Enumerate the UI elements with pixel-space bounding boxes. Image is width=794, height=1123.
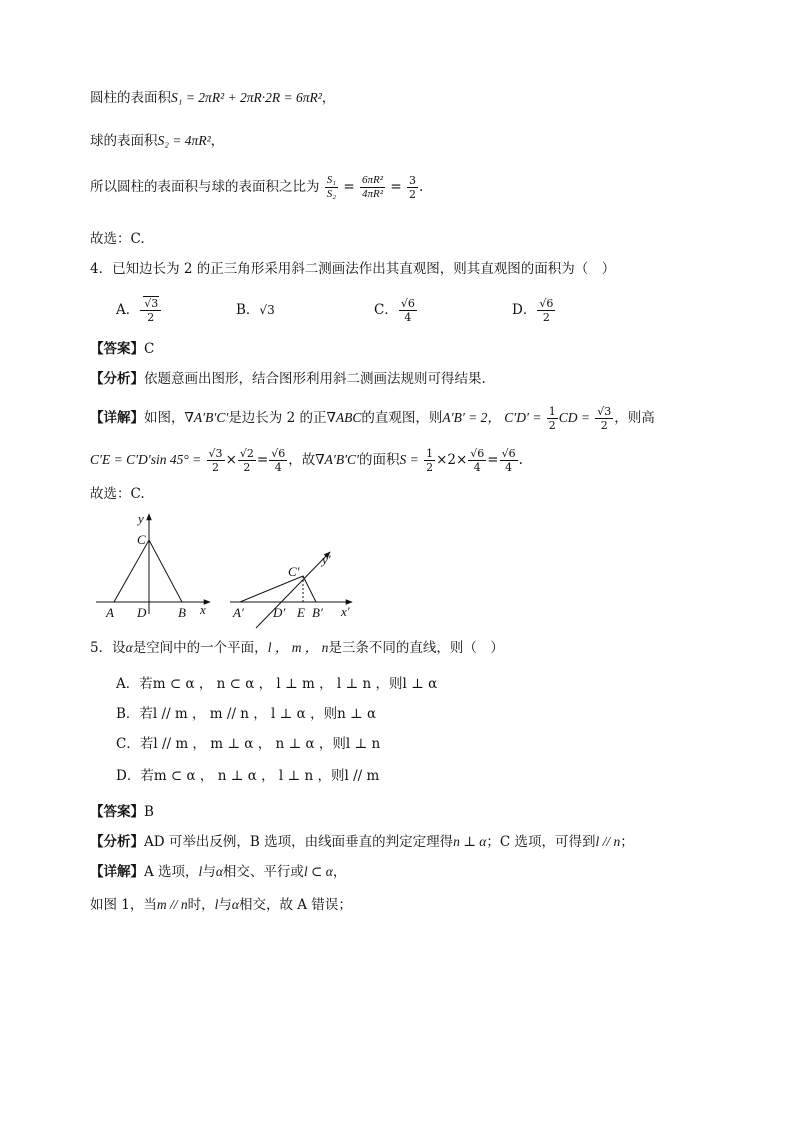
triangle-abc	[114, 540, 182, 602]
q4-detail-2: C′E = C′D′sin 45° = $\frac{√3}{2}$ × $\frac{√2}{2}$ = $\frac{√6}{4}$ ，故∇A′B′C′的面积S = $\frac{1}{2}$ ×2× $\frac{√6}{4}$ = $\frac{√6}{4}$ .	[90, 447, 523, 474]
label-y: y	[138, 511, 144, 526]
q5-analysis: 【分析】AD 可举出反例，B 选项，由线面垂直的判定定理得n ⊥ α；C 选项，可得到l // n；	[90, 834, 634, 850]
prev-line-1: 圆柱的表面积S₁ = 2πR² + 2πR·2R = 6πR²，	[90, 90, 336, 106]
q4-options	[116, 297, 556, 324]
q4-option-d[interactable]: D． $\frac{√6}{2}$	[512, 297, 554, 324]
label-c-prime: C′	[288, 564, 300, 579]
label-b: B	[178, 605, 186, 620]
prev-line-3: 所以圆柱的表面积与球的表面积之比为 $\frac{\text{S₁}}{\text{S₂}}$ = $\frac{\text{6πR²}}{\text{4πR²}}$ = $\frac{3}{2}$ .	[90, 174, 424, 201]
q5-figure-1-note: 如图 1，当m // n时，l与α相交，故 A 错误；	[90, 897, 352, 913]
original-triangle-figure	[96, 511, 210, 620]
fraction-6pi-4pi: $\frac{\text{6πR²}}{\text{4πR²}}$	[362, 174, 384, 200]
label-y-prime: y′	[322, 552, 331, 567]
q4-answer: 【答案】C	[90, 341, 155, 357]
q5-option-a[interactable]: A．若m ⊂ α ， n ⊂ α ， l ⊥ m ， l ⊥ n ，则l ⊥ α	[116, 676, 438, 692]
label-d-prime: D′	[273, 605, 286, 620]
prev-line-2: 球的表面积S₂ = 4πR²，	[90, 133, 225, 149]
label-c: C	[137, 532, 146, 547]
fraction-s1-s2: $\frac{\text{S₁}}{\text{S₂}}$	[326, 174, 337, 200]
fraction-3-2: $\frac{3}{2}$	[408, 174, 416, 201]
label-b-prime: B′	[312, 605, 323, 620]
q4-option-b[interactable]: B．√3	[236, 302, 275, 318]
label-d: D	[137, 605, 147, 620]
oblique-projection-figure	[230, 552, 352, 628]
q4-option-c[interactable]: C． $\frac{√6}{4}$	[374, 297, 415, 324]
label-x-prime: x′	[341, 604, 350, 619]
q5-stem: 5．设α是空间中的一个平面，l ， m ， n是三条不同的直线，则（ ）	[90, 640, 504, 656]
q4-detail-1: 【详解】如图，∇A′B′C′是边长为 2 的正∇ABC的直观图，则A′B′ = 2， C′D′ = $\frac{1}{2}$ CD = $\frac{√3}{2}$ ，则高	[90, 405, 655, 432]
triangle-abc-prime	[240, 576, 316, 602]
q5-detail: 【详解】A 选项，l与α相交、平行或l ⊂ α，	[90, 864, 347, 880]
q4-figure	[90, 506, 370, 632]
label-a-prime: A′	[233, 605, 244, 620]
q5-option-c[interactable]: C．若l // m ， m ⊥ α ， n ⊥ α ，则l ⊥ n	[116, 736, 381, 752]
q5-answer: 【答案】B	[90, 804, 154, 820]
prev-choice: 故选：C.	[90, 231, 145, 247]
q4-choice: 故选：C.	[90, 486, 145, 502]
q5-option-b[interactable]: B．若l // m ， m // n ， l ⊥ α ，则n ⊥ α	[116, 706, 377, 722]
q5-option-d[interactable]: D．若m ⊂ α ， n ⊥ α ， l ⊥ n ，则l // m	[116, 768, 380, 784]
label-e: E	[297, 605, 305, 620]
q4-stem: 4．已知边长为 2 的正三角形采用斜二测画法作出其直观图，则其直观图的面积为（ ）	[90, 261, 616, 277]
label-x: x	[200, 602, 206, 617]
label-a: A	[106, 605, 114, 620]
q4-option-a[interactable]: A． $\frac{√3}{2}$	[116, 297, 236, 324]
q4-analysis: 【分析】依题意画出图形，结合图形利用斜二测画法规则可得结果.	[90, 371, 486, 387]
